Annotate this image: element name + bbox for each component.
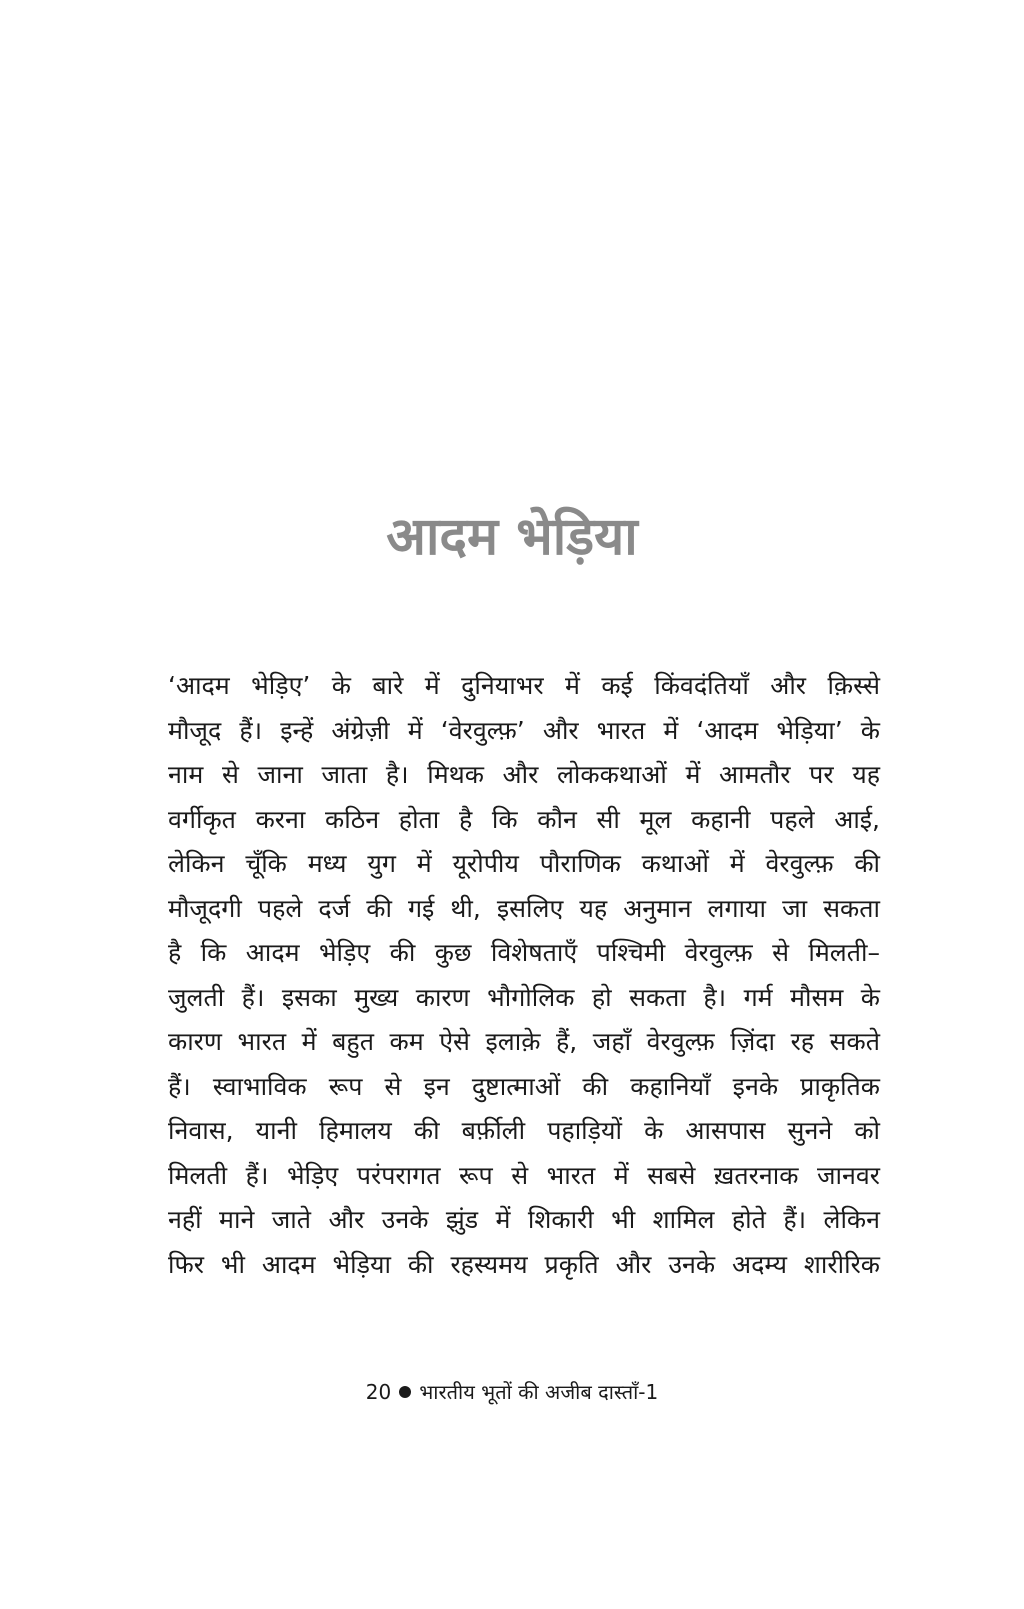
text-line: मौजूदगी पहले दर्ज की गई थी, इसलिए यह अनुमान लगाया जा सकता — [168, 893, 880, 923]
book-title: भारतीय भूतों की अजीब दास्ताँ-1 — [419, 1380, 659, 1404]
text-line: ‘आदम भेड़िए’ के बारे में दुनियाभर में कई किंवदंतियाँ और क़िस्से — [168, 671, 880, 700]
page-number: 20 — [365, 1380, 392, 1404]
text-line: मिलती हैं। भेड़िए परंपरागत रूप से भारत में सबसे ख़तरनाक जानवर — [168, 1160, 880, 1190]
text-line: वर्गीकृत करना कठिन होता है कि कौन सी मूल कहानी पहले आई, — [168, 804, 880, 834]
page-footer — [0, 1378, 1024, 1406]
text-line: निवास, यानी हिमालय की बर्फ़ीली पहाड़ियों के आसपास सुनने को — [168, 1116, 880, 1145]
text-line: कारण भारत में बहुत कम ऐसे इलाक़े हैं, जहाँ वेरवुल्फ़ ज़िंदा रह सकते — [168, 1027, 880, 1056]
bullet-icon — [399, 1386, 411, 1398]
text-line: लेकिन चूँकि मध्य युग में यूरोपीय पौराणिक कथाओं में वेरवुल्फ़ की — [168, 849, 880, 878]
text-line: हैं। स्वाभाविक रूप से इन दुष्टात्माओं की कहानियाँ इनके प्राकृतिक — [168, 1071, 880, 1101]
text-line: मौजूद हैं। इन्हें अंग्रेज़ी में ‘वेरवुल्फ़’ और भारत में ‘आदम भेड़िया’ के — [168, 715, 880, 745]
text-line: जुलती हैं। इसका मुख्य कारण भौगोलिक हो सकता है। गर्म मौसम के — [168, 982, 880, 1012]
text-line: फिर भी आदम भेड़िया की रहस्यमय प्रकृति और उनके अदम्य शारीरिक — [168, 1249, 880, 1279]
chapter-title: आदम भेड़िया — [386, 507, 638, 567]
body-paragraph — [168, 664, 880, 1287]
text-line: नाम से जाना जाता है। मिथक और लोककथाओं में आमतौर पर यह — [168, 760, 880, 789]
text-line: नहीं माने जाते और उनके झुंड में शिकारी भी शामिल होते हैं। लेकिन — [168, 1205, 880, 1234]
text-line: है कि आदम भेड़िए की कुछ विशेषताएँ पश्चिमी वेरवुल्फ़ से मिलती– — [168, 938, 880, 967]
